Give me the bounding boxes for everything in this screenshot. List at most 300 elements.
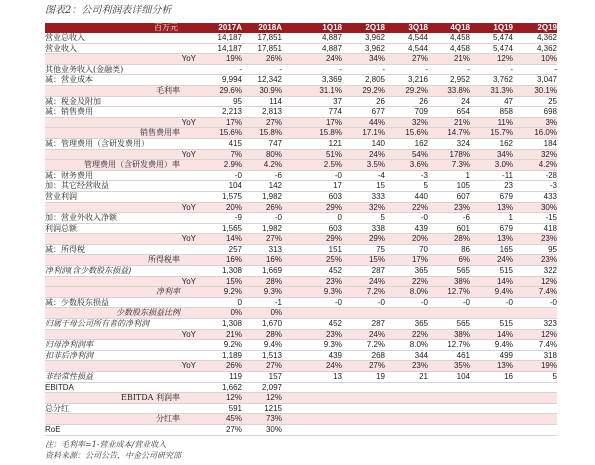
table-row bbox=[45, 383, 557, 394]
row-label: 减：少数股东损益 bbox=[45, 298, 200, 309]
column-spacer bbox=[282, 23, 300, 33]
table-cell: 15% bbox=[342, 255, 385, 266]
table-cell: 14% bbox=[470, 330, 513, 341]
column-spacer bbox=[282, 118, 300, 129]
table-cell: 5,474 bbox=[470, 33, 513, 44]
table-cell bbox=[428, 383, 470, 394]
column-spacer bbox=[282, 139, 300, 150]
ratio-row bbox=[45, 330, 557, 341]
table-cell: -15 bbox=[513, 213, 557, 224]
footnote-source: 资料来源：公司公告，中金公司研究部 bbox=[45, 450, 181, 460]
table-cell bbox=[385, 393, 428, 404]
column-header: 1Q18 bbox=[300, 23, 342, 33]
table-cell: 21 bbox=[385, 372, 428, 383]
table-cell: 28% bbox=[242, 277, 282, 288]
table-cell: 20% bbox=[200, 203, 242, 214]
row-label: YoY bbox=[45, 277, 200, 288]
table-cell: 3,962 bbox=[342, 33, 385, 44]
row-label: EBITDA 利润率 bbox=[45, 393, 200, 404]
table-cell: 1,982 bbox=[242, 192, 282, 203]
table-cell: -0 bbox=[200, 171, 242, 182]
table-cell: 142 bbox=[242, 181, 282, 192]
column-spacer bbox=[282, 192, 300, 203]
table-cell bbox=[342, 383, 385, 394]
ratio-row bbox=[45, 86, 557, 97]
table-cell: 9.3% bbox=[242, 287, 282, 298]
table-cell: 9.4% bbox=[470, 287, 513, 298]
table-cell: 709 bbox=[385, 107, 428, 118]
table-cell: 8.0% bbox=[385, 287, 428, 298]
table-cell: 121 bbox=[300, 139, 342, 150]
table-cell: 12% bbox=[242, 393, 282, 404]
table-cell: 73% bbox=[242, 414, 282, 425]
table-cell: 17,851 bbox=[242, 44, 282, 55]
column-spacer bbox=[282, 171, 300, 182]
table-cell: 75 bbox=[342, 245, 385, 256]
table-row bbox=[45, 192, 557, 203]
row-label: 减：销售费用 bbox=[45, 107, 200, 118]
table-cell bbox=[342, 404, 385, 415]
table-cell bbox=[513, 404, 557, 415]
row-label: 加：营业外收入净额 bbox=[45, 213, 200, 224]
table-cell: 38% bbox=[428, 330, 470, 341]
table-cell: 45% bbox=[200, 414, 242, 425]
ratio-row bbox=[45, 234, 557, 245]
table-cell bbox=[342, 414, 385, 425]
table-row bbox=[45, 65, 557, 76]
page-title: 图表2：公司利润表详细分析 bbox=[45, 5, 172, 16]
row-label: 减：所得税 bbox=[45, 245, 200, 256]
table-cell: 24% bbox=[342, 330, 385, 341]
unit-label: 百万元 bbox=[45, 23, 200, 33]
row-label: 减：财务费用 bbox=[45, 171, 200, 182]
table-cell: 31.3% bbox=[470, 86, 513, 97]
table-row bbox=[45, 298, 557, 309]
column-spacer bbox=[282, 330, 300, 341]
table-cell: 12% bbox=[200, 393, 242, 404]
table-row bbox=[45, 245, 557, 256]
table-cell: 565 bbox=[428, 319, 470, 330]
row-label: 分红率 bbox=[45, 414, 200, 425]
table-cell: 27% bbox=[342, 361, 385, 372]
table-row bbox=[45, 351, 557, 362]
table-cell: -3 bbox=[513, 181, 557, 192]
column-spacer bbox=[282, 308, 300, 319]
table-cell: 27% bbox=[242, 118, 282, 129]
row-label: 营业总收入 bbox=[45, 33, 200, 44]
table-cell: -28 bbox=[513, 171, 557, 182]
table-cell: 601 bbox=[428, 224, 470, 235]
table-cell: 12.7% bbox=[428, 287, 470, 298]
table-cell bbox=[342, 308, 385, 319]
table-cell: 433 bbox=[513, 192, 557, 203]
table-cell: 16% bbox=[242, 255, 282, 266]
table-cell: 34% bbox=[342, 54, 385, 65]
table-cell: 14% bbox=[200, 234, 242, 245]
row-label: 销售费用率 bbox=[45, 128, 200, 139]
ratio-row bbox=[45, 54, 557, 65]
table-cell: 515 bbox=[470, 319, 513, 330]
table-cell: 29.6% bbox=[200, 86, 242, 97]
ratio-row bbox=[45, 414, 557, 425]
table-cell: 7.4% bbox=[513, 287, 557, 298]
ratio-row bbox=[45, 160, 557, 171]
footnote-definition: 注：毛利率=1-营业成本/营业收入 bbox=[45, 440, 167, 449]
table-cell: 287 bbox=[342, 266, 385, 277]
table-cell: - bbox=[513, 65, 557, 76]
table-cell bbox=[342, 425, 385, 436]
column-header: 2Q18 bbox=[342, 23, 385, 33]
table-cell: 858 bbox=[470, 107, 513, 118]
table-cell: - bbox=[342, 65, 385, 76]
table-cell: 6% bbox=[428, 255, 470, 266]
table-cell: 34% bbox=[470, 150, 513, 161]
table-cell: 19 bbox=[342, 372, 385, 383]
table-cell: 11% bbox=[470, 118, 513, 129]
column-spacer bbox=[282, 319, 300, 330]
table-cell: 607 bbox=[428, 192, 470, 203]
table-cell: 3.5% bbox=[342, 160, 385, 171]
table-cell: 7% bbox=[200, 150, 242, 161]
table-cell: 5 bbox=[513, 372, 557, 383]
column-spacer bbox=[282, 54, 300, 65]
table-cell: 27% bbox=[385, 54, 428, 65]
column-spacer bbox=[282, 234, 300, 245]
table-cell: 23% bbox=[513, 234, 557, 245]
table-cell: 19% bbox=[513, 361, 557, 372]
table-row bbox=[45, 372, 557, 383]
table-cell: 16.0% bbox=[513, 128, 557, 139]
column-header: 4Q18 bbox=[428, 23, 470, 33]
table-cell: 1 bbox=[428, 171, 470, 182]
row-label: 营业利润 bbox=[45, 192, 200, 203]
table-cell: 23% bbox=[513, 255, 557, 266]
table-cell: 3% bbox=[513, 118, 557, 129]
table-cell: 3.6% bbox=[385, 160, 428, 171]
ratio-row bbox=[45, 308, 557, 319]
table-cell: 4,544 bbox=[385, 44, 428, 55]
table-cell: 70 bbox=[385, 245, 428, 256]
row-label: 净利润(含少数股东损益) bbox=[45, 266, 200, 277]
table-cell: -11 bbox=[470, 171, 513, 182]
column-spacer bbox=[282, 404, 300, 415]
table-row bbox=[45, 33, 557, 44]
ratio-row bbox=[45, 128, 557, 139]
table-cell: 268 bbox=[342, 351, 385, 362]
table-cell: 7.4% bbox=[513, 340, 557, 351]
column-spacer bbox=[282, 245, 300, 256]
table-cell: 12% bbox=[470, 54, 513, 65]
table-cell: 15.7% bbox=[470, 128, 513, 139]
table-cell: 415 bbox=[200, 139, 242, 150]
table-cell: 15% bbox=[200, 277, 242, 288]
ratio-row bbox=[45, 393, 557, 404]
table-row bbox=[45, 181, 557, 192]
table-cell: 440 bbox=[385, 192, 428, 203]
table-cell: 7.3% bbox=[428, 160, 470, 171]
table-cell: 38% bbox=[428, 277, 470, 288]
table-cell: 178% bbox=[428, 150, 470, 161]
ratio-row bbox=[45, 287, 557, 298]
table-cell bbox=[470, 414, 513, 425]
table-cell: 24% bbox=[470, 255, 513, 266]
table-cell: 26% bbox=[242, 54, 282, 65]
table-cell bbox=[513, 414, 557, 425]
table-cell: 313 bbox=[242, 245, 282, 256]
table-cell bbox=[513, 425, 557, 436]
table-cell: 21% bbox=[428, 54, 470, 65]
table-cell: -0 bbox=[428, 298, 470, 309]
table-cell: 184 bbox=[513, 139, 557, 150]
table-cell: 15.6% bbox=[385, 128, 428, 139]
table-cell: 80% bbox=[242, 150, 282, 161]
table-cell: 1 bbox=[470, 213, 513, 224]
table-cell: 27% bbox=[242, 234, 282, 245]
column-spacer bbox=[282, 372, 300, 383]
table-cell: 12% bbox=[513, 330, 557, 341]
table-cell: 24% bbox=[300, 54, 342, 65]
row-label: 减：管理费用（含研发费用） bbox=[45, 139, 200, 150]
table-cell: 1,982 bbox=[242, 224, 282, 235]
table-cell: 37 bbox=[300, 97, 342, 108]
column-spacer bbox=[282, 213, 300, 224]
table-cell: 25% bbox=[300, 255, 342, 266]
table-cell: 16% bbox=[200, 255, 242, 266]
table-cell: 17,851 bbox=[242, 33, 282, 44]
table-cell: 1,669 bbox=[242, 266, 282, 277]
table-cell: -0 bbox=[300, 171, 342, 182]
table-cell: -3 bbox=[385, 171, 428, 182]
table-cell: - bbox=[385, 65, 428, 76]
table-cell: 5 bbox=[385, 181, 428, 192]
table-cell: 338 bbox=[342, 224, 385, 235]
table-cell: 2,213 bbox=[200, 107, 242, 118]
table-cell: 24% bbox=[342, 277, 385, 288]
table-cell: 24% bbox=[300, 361, 342, 372]
table-cell: 698 bbox=[513, 107, 557, 118]
table-row bbox=[45, 44, 557, 55]
table-cell: 8.0% bbox=[385, 340, 428, 351]
table-cell bbox=[385, 404, 428, 415]
table-cell: 2,952 bbox=[428, 75, 470, 86]
table-cell: 17% bbox=[385, 255, 428, 266]
table-cell bbox=[300, 383, 342, 394]
table-cell: 679 bbox=[470, 224, 513, 235]
table-cell: 16 bbox=[470, 372, 513, 383]
table-cell: 5 bbox=[342, 213, 385, 224]
table-cell: 318 bbox=[513, 351, 557, 362]
table-cell: 2,097 bbox=[242, 383, 282, 394]
table-cell: 51% bbox=[300, 150, 342, 161]
table-cell: 4,887 bbox=[300, 33, 342, 44]
row-label: 利润总额 bbox=[45, 224, 200, 235]
column-spacer bbox=[282, 150, 300, 161]
table-cell: 603 bbox=[300, 192, 342, 203]
table-cell: 114 bbox=[242, 97, 282, 108]
table-cell: 12,342 bbox=[242, 75, 282, 86]
row-label: YoY bbox=[45, 150, 200, 161]
table-cell bbox=[300, 393, 342, 404]
table-cell bbox=[385, 308, 428, 319]
table-cell: 23% bbox=[428, 203, 470, 214]
table-cell: 33.8% bbox=[428, 86, 470, 97]
table-cell: 162 bbox=[470, 139, 513, 150]
table-cell: 29.2% bbox=[385, 86, 428, 97]
column-spacer bbox=[282, 277, 300, 288]
table-row bbox=[45, 319, 557, 330]
table-cell: 95 bbox=[200, 97, 242, 108]
column-spacer bbox=[282, 340, 300, 351]
table-cell: 1215 bbox=[242, 404, 282, 415]
row-label: 减：税金及附加 bbox=[45, 97, 200, 108]
table-cell: 17.1% bbox=[342, 128, 385, 139]
row-label: YoY bbox=[45, 234, 200, 245]
table-cell bbox=[513, 383, 557, 394]
table-cell: 9.4% bbox=[242, 340, 282, 351]
table-cell: 1,513 bbox=[242, 351, 282, 362]
column-spacer bbox=[282, 351, 300, 362]
row-label: 净利率 bbox=[45, 287, 200, 298]
row-label: 扣非后净利润 bbox=[45, 351, 200, 362]
table-cell: 0% bbox=[242, 308, 282, 319]
table-cell: 2,805 bbox=[342, 75, 385, 86]
table-cell bbox=[385, 383, 428, 394]
table-cell: 3,047 bbox=[513, 75, 557, 86]
table-cell: - bbox=[300, 65, 342, 76]
column-spacer bbox=[282, 383, 300, 394]
table-cell: 29% bbox=[300, 203, 342, 214]
table-cell: 104 bbox=[200, 181, 242, 192]
table-cell: 10% bbox=[513, 54, 557, 65]
column-spacer bbox=[282, 160, 300, 171]
column-spacer bbox=[282, 287, 300, 298]
table-cell: 104 bbox=[428, 372, 470, 383]
table-cell: 162 bbox=[385, 139, 428, 150]
table-cell bbox=[300, 404, 342, 415]
table-cell: -6 bbox=[428, 213, 470, 224]
table-row bbox=[45, 139, 557, 150]
column-spacer bbox=[282, 128, 300, 139]
table-row bbox=[45, 224, 557, 235]
table-cell: 17 bbox=[300, 181, 342, 192]
table-cell: -0 bbox=[385, 298, 428, 309]
table-cell: 44% bbox=[342, 118, 385, 129]
table-row bbox=[45, 75, 557, 86]
table-cell bbox=[470, 393, 513, 404]
ratio-row bbox=[45, 203, 557, 214]
table-cell: 151 bbox=[300, 245, 342, 256]
table-cell: 17% bbox=[300, 118, 342, 129]
table-cell: 86 bbox=[428, 245, 470, 256]
ratio-row bbox=[45, 361, 557, 372]
table-cell bbox=[428, 425, 470, 436]
table-cell: 26% bbox=[200, 361, 242, 372]
table-cell: 439 bbox=[385, 224, 428, 235]
table-cell: 4,362 bbox=[513, 33, 557, 44]
table-cell: 5,474 bbox=[470, 44, 513, 55]
table-cell: -0 bbox=[470, 298, 513, 309]
table-cell: 30% bbox=[242, 425, 282, 436]
table-cell: 105 bbox=[428, 181, 470, 192]
table-cell: 2.5% bbox=[300, 160, 342, 171]
table-row bbox=[45, 107, 557, 118]
table-cell: 29.2% bbox=[342, 86, 385, 97]
table-cell: 591 bbox=[200, 404, 242, 415]
table-cell: 15.8% bbox=[242, 128, 282, 139]
table-cell: 257 bbox=[200, 245, 242, 256]
row-label: 非经常性损益 bbox=[45, 372, 200, 383]
table-cell: 13% bbox=[470, 361, 513, 372]
table-cell: 27% bbox=[242, 361, 282, 372]
column-spacer bbox=[282, 266, 300, 277]
table-cell bbox=[513, 393, 557, 404]
table-cell: 287 bbox=[342, 319, 385, 330]
table-cell: 3,216 bbox=[385, 75, 428, 86]
column-spacer bbox=[282, 75, 300, 86]
table-cell: 19% bbox=[200, 54, 242, 65]
table-cell: 7.2% bbox=[342, 287, 385, 298]
table-cell: 9.2% bbox=[200, 287, 242, 298]
table-cell: 26 bbox=[385, 97, 428, 108]
footnotes bbox=[45, 440, 181, 461]
table-cell: 0 bbox=[200, 298, 242, 309]
table-cell: 4,362 bbox=[513, 44, 557, 55]
table-cell bbox=[428, 414, 470, 425]
table-cell: 565 bbox=[428, 266, 470, 277]
table-cell: 4,544 bbox=[385, 33, 428, 44]
table-cell: 7.2% bbox=[342, 340, 385, 351]
ratio-row bbox=[45, 255, 557, 266]
table-cell: 515 bbox=[470, 266, 513, 277]
table-cell: 13 bbox=[300, 372, 342, 383]
row-label: 加：其它经营收益 bbox=[45, 181, 200, 192]
table-cell: 15 bbox=[342, 181, 385, 192]
table-cell: 677 bbox=[342, 107, 385, 118]
row-label: RoE bbox=[45, 425, 200, 436]
table-cell: 13% bbox=[470, 234, 513, 245]
table-cell: 54% bbox=[385, 150, 428, 161]
table-cell: 23% bbox=[385, 361, 428, 372]
row-label: YoY bbox=[45, 118, 200, 129]
table-cell bbox=[470, 383, 513, 394]
table-cell: 4.2% bbox=[513, 160, 557, 171]
column-header: 2018A bbox=[242, 23, 282, 33]
table-cell: 654 bbox=[428, 107, 470, 118]
column-header: 2Q19 bbox=[513, 23, 557, 33]
table-cell: 9.4% bbox=[470, 340, 513, 351]
table-cell: 21% bbox=[428, 118, 470, 129]
table-cell: 679 bbox=[470, 192, 513, 203]
column-spacer bbox=[282, 65, 300, 76]
table-cell: 21% bbox=[200, 330, 242, 341]
table-row bbox=[45, 171, 557, 182]
column-spacer bbox=[282, 203, 300, 214]
table-cell: 22% bbox=[385, 277, 428, 288]
row-label: 少数股东损益比例 bbox=[45, 308, 200, 319]
ratio-row bbox=[45, 277, 557, 288]
table-cell bbox=[470, 308, 513, 319]
column-spacer bbox=[282, 44, 300, 55]
income-statement-table bbox=[45, 23, 557, 436]
table-cell: 32% bbox=[342, 203, 385, 214]
table-cell: 1,670 bbox=[242, 319, 282, 330]
table-cell bbox=[470, 404, 513, 415]
table-cell: -0 bbox=[385, 213, 428, 224]
table-cell: - bbox=[200, 65, 242, 76]
table-cell: - bbox=[470, 65, 513, 76]
table-cell: 47 bbox=[470, 97, 513, 108]
table-cell: 30.9% bbox=[242, 86, 282, 97]
